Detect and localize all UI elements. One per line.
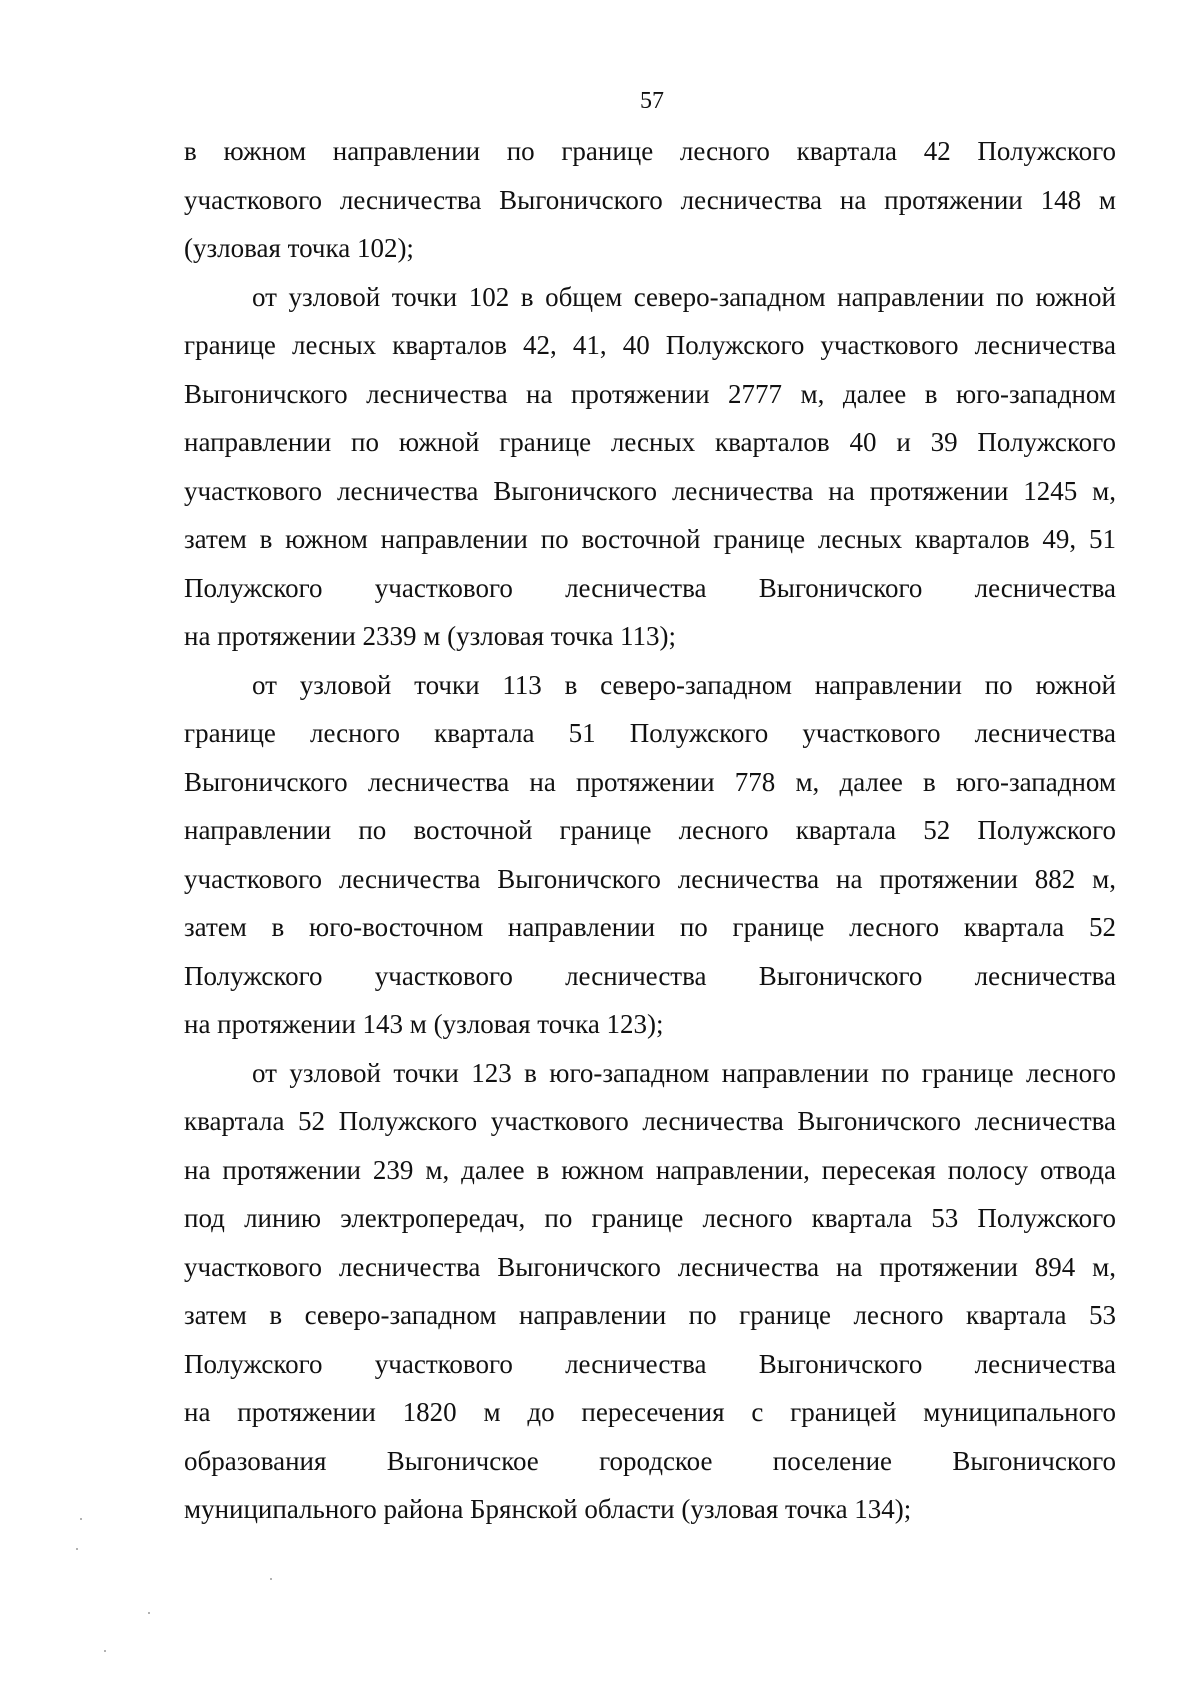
text-line: участкового лесничества Выгоничского лесничества на протяжении 1245 м, [184,475,1116,506]
text-line: границе лесных кварталов 42, 41, 40 Полужского участкового лесничества [184,330,1116,360]
text-line: Полужского участкового лесничества Выгоничского лесничества [184,960,1116,991]
text-line: границе лесного квартала 51 Полужского участкового лесничества [184,718,1116,748]
text-line: участкового лесничества Выгоничского лесничества на протяжении 894 м, [184,1251,1116,1282]
text-line: квартала 52 Полужского участкового лесничества Выгоничского лесничества [184,1106,1116,1136]
text-line: на протяжении 143 м (узловая точка 123); [184,1009,664,1039]
text-line: затем в северо-западном направлении по границе лесного квартала 53 [184,1300,1116,1330]
text-line: Выгоничского лесничества на протяжении 778 м, далее в юго-западном [184,766,1116,797]
page-number: 57 [640,88,664,114]
paragraph-4 [184,1049,1116,1534]
text-line: от узловой точки 123 в юго-западном направлении по границе лесного [252,1057,1116,1088]
document-body [184,127,1116,1534]
text-line: направлении по южной границе лесных кварталов 40 и 39 Полужского [184,427,1116,457]
text-line: направлении по восточной границе лесного квартала 52 Полужского [184,815,1116,845]
scan-speck [80,1518,82,1520]
text-line: участкового лесничества Выгоничского лесничества на протяжении 882 м, [184,863,1116,894]
text-line: образования Выгоничское городское поселение Выгоничского [184,1445,1116,1476]
text-line: на протяжении 239 м, далее в южном направлении, пересекая полосу отвода [184,1154,1116,1185]
text-line: (узловая точка 102); [184,233,414,263]
text-line: Полужского участкового лесничества Выгоничского лесничества [184,572,1116,603]
text-line: затем в южном направлении по восточной границе лесных кварталов 49, 51 [184,524,1116,554]
text-line: от узловой точки 102 в общем северо-западном направлении по южной [252,281,1116,312]
paragraph-2 [184,273,1116,661]
text-line: под линию электропередач, по границе лесного квартала 53 Полужского [184,1203,1116,1233]
text-line: на протяжении 1820 м до пересечения с границей муниципального [184,1397,1116,1427]
scan-speck [270,1578,272,1580]
text-line: участкового лесничества Выгоничского лесничества на протяжении 148 м [184,184,1116,215]
text-line: Выгоничского лесничества на протяжении 2777 м, далее в юго-западном [184,378,1116,409]
text-line: затем в юго-восточном направлении по границе лесного квартала 52 [184,912,1116,942]
scan-speck [148,1612,150,1614]
text-line: Полужского участкового лесничества Выгоничского лесничества [184,1348,1116,1379]
text-line: от узловой точки 113 в северо-западном направлении по южной [252,669,1116,700]
text-line: муниципального района Брянской области (узловая точка 134); [184,1494,912,1524]
paragraph-1 [184,127,1116,273]
text-line: в южном направлении по границе лесного квартала 42 Полужского [184,136,1116,166]
scan-speck [104,1650,106,1652]
paragraph-3 [184,661,1116,1049]
scan-speck [76,1548,78,1550]
text-line: на протяжении 2339 м (узловая точка 113); [184,621,677,651]
